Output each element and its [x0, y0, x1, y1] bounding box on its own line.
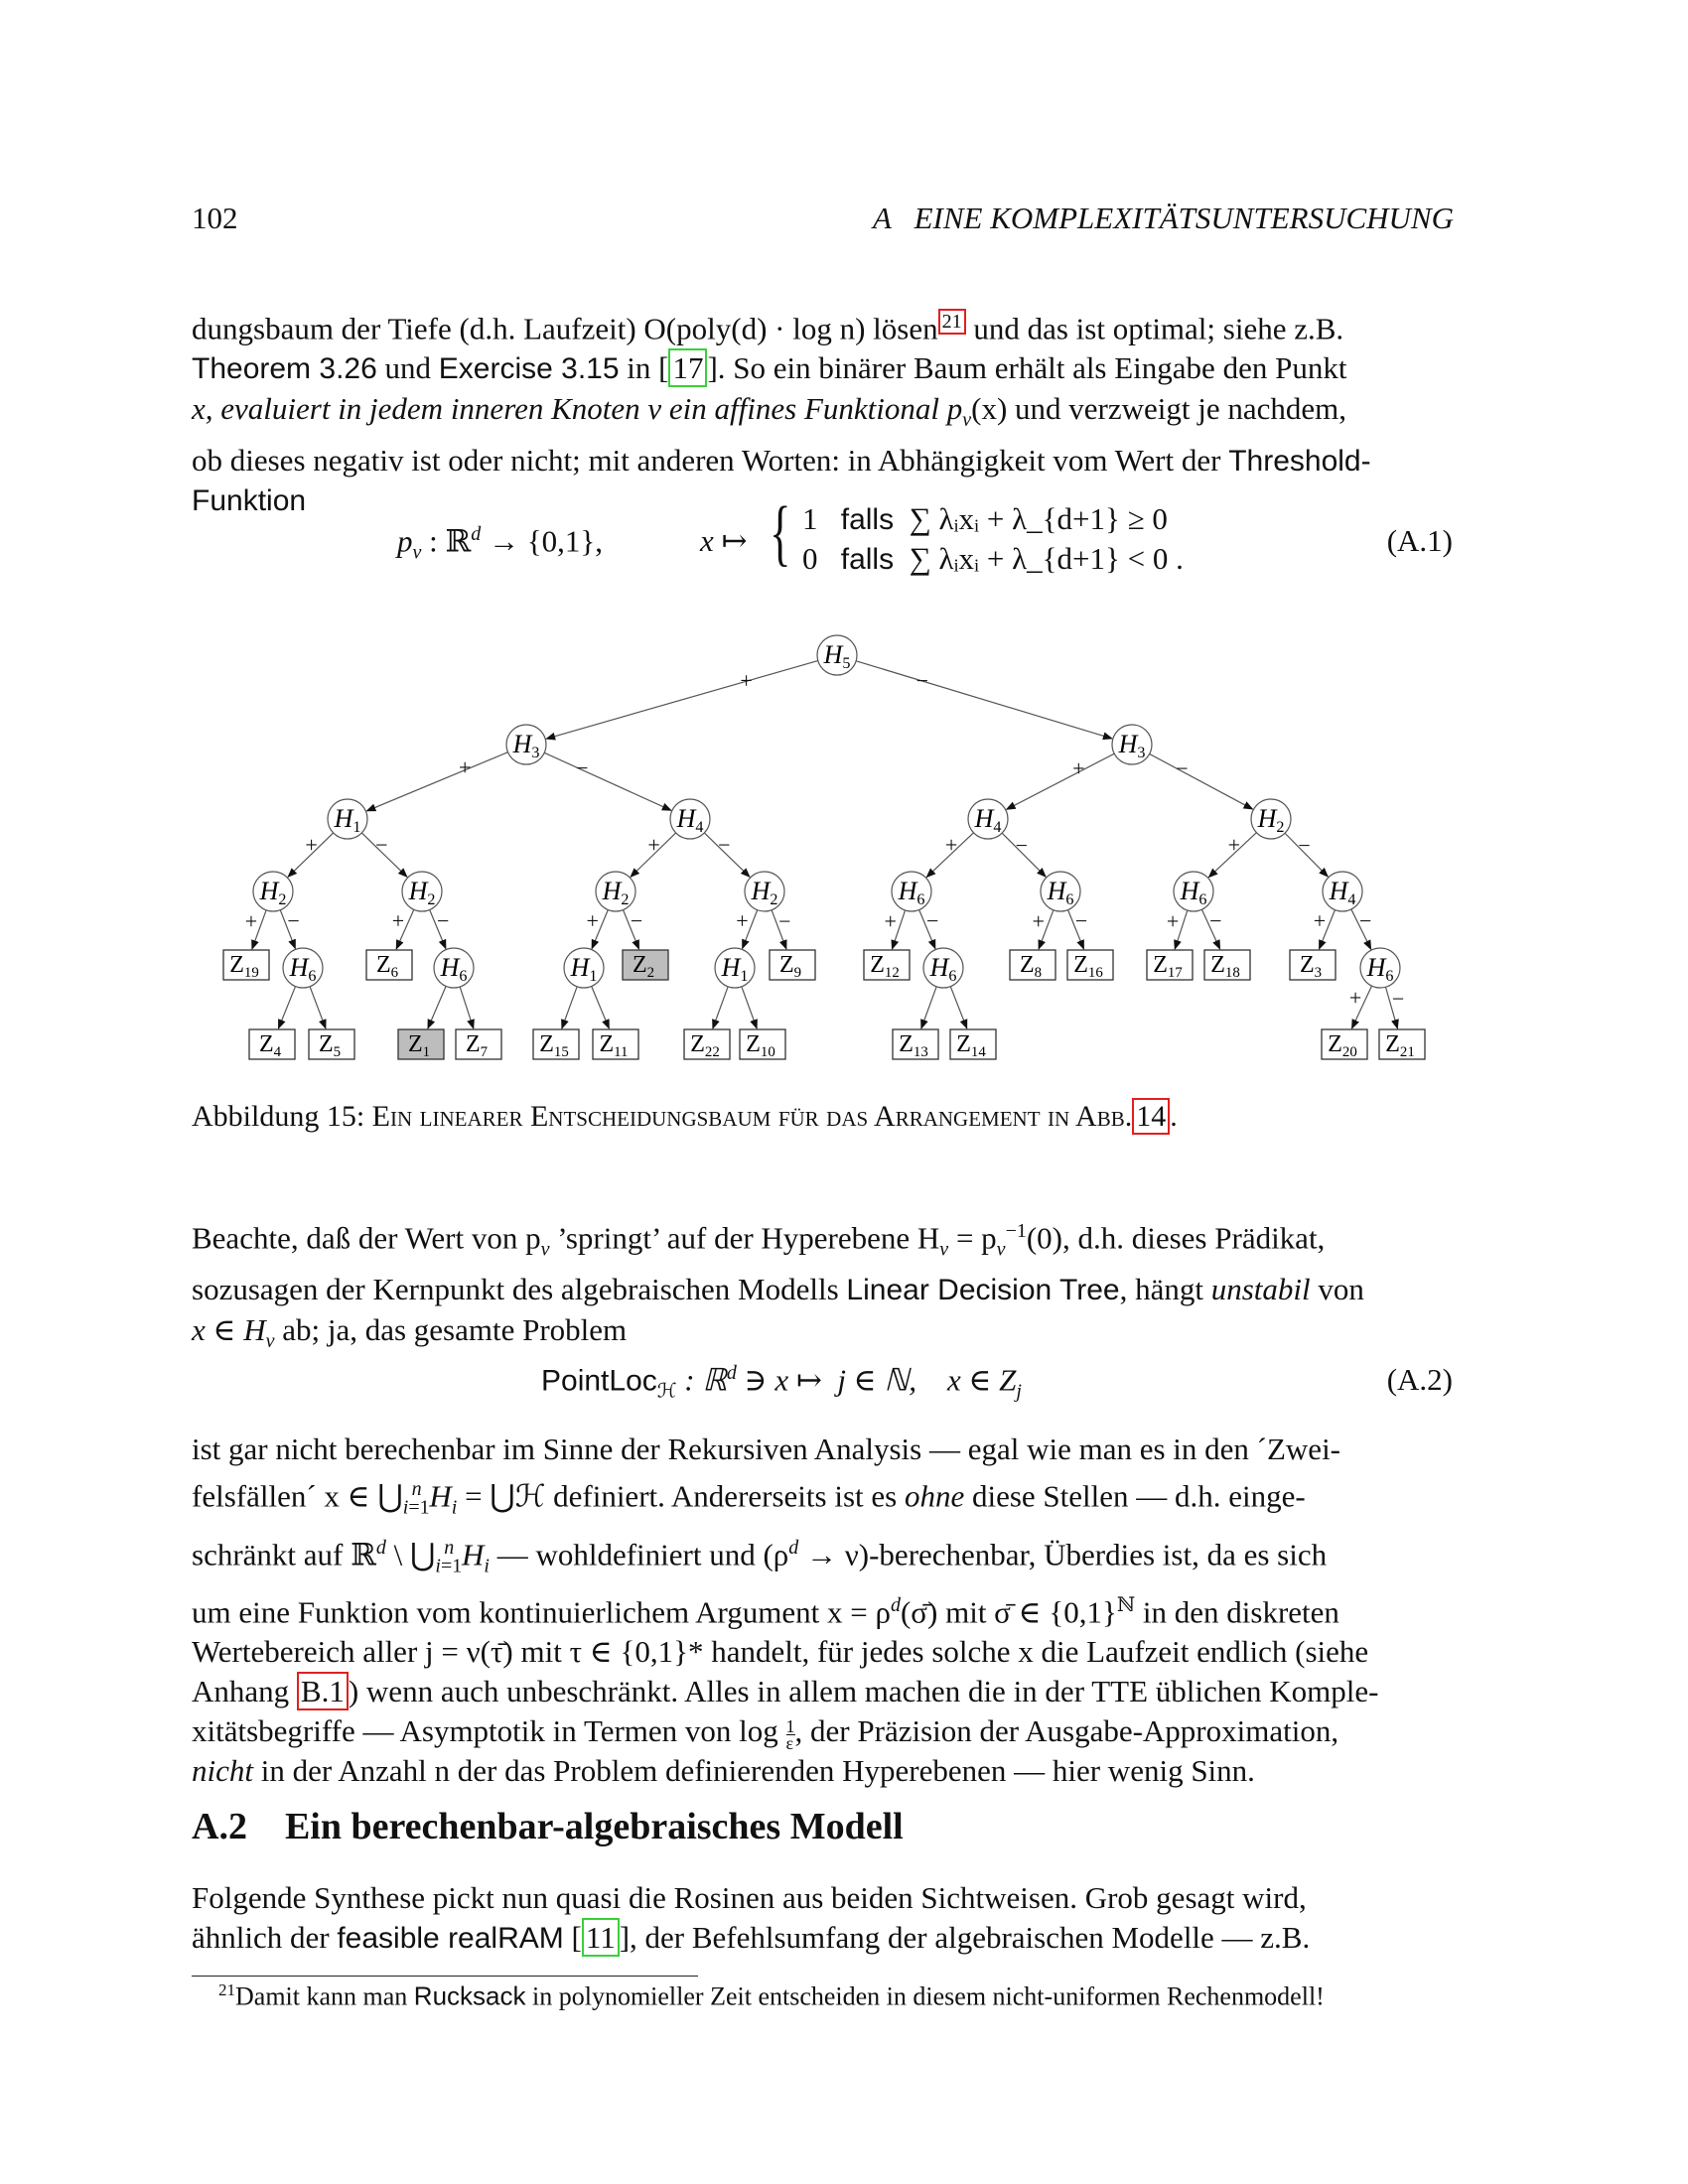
tree-edge: [1150, 753, 1253, 809]
minus-sign: −: [1015, 832, 1029, 858]
tree-node-h2: [402, 872, 442, 911]
svg-text:Z13: $Z_{13}$: [899, 1031, 928, 1060]
svg-text:H6: H6: [1047, 877, 1074, 908]
tree-edge: [544, 752, 671, 810]
tree-node-h6: [1360, 948, 1400, 988]
svg-text:Z15: $Z_{15}$: [539, 1031, 569, 1060]
tree-leaf-z12: [864, 950, 910, 981]
svg-text:Z8: $Z_8$: [1019, 952, 1043, 981]
tree-edge: [310, 987, 326, 1028]
svg-text:H6: H6: [1180, 877, 1207, 908]
plus-sign: +: [740, 667, 753, 693]
equation-a1: $p_v$ : ℝ$^d$ → {0,1}, x ↦ { 1 falls ∑ λᵢxᵢ + λ_{d+1} ≥ 0 0 falls ∑ λᵢxᵢ + λ_{d+1} < 0 . (A.1): [397, 492, 1453, 576]
svg-text:Z10: $Z_{10}$: [746, 1031, 775, 1060]
svg-text:Z18: $Z_{18}$: [1210, 952, 1240, 981]
tree-node-h1: [328, 799, 367, 839]
plus-sign: +: [391, 908, 405, 934]
tree-node-h6: [923, 948, 963, 988]
svg-text:H2: H2: [602, 877, 630, 908]
svg-text:Z4: $Z_4$: [258, 1031, 282, 1060]
footnote-ref-21[interactable]: 21: [938, 309, 966, 335]
tree-edge: [460, 987, 474, 1028]
tree-leaf-z9: [770, 950, 815, 981]
plus-sign: +: [1032, 908, 1045, 934]
minus-sign: −: [778, 908, 791, 934]
minus-sign: −: [630, 908, 643, 934]
footnote-rule: [192, 1976, 698, 1977]
svg-text:Z2: $Z_2$: [632, 952, 655, 981]
tree-leaf-z20: [1322, 1029, 1367, 1060]
svg-text:H2: H2: [408, 877, 436, 908]
tree-node-h6: [892, 872, 931, 911]
tree-edge: [278, 987, 295, 1028]
svg-text:Z17: $Z_{17}$: [1153, 952, 1183, 981]
footnote: $^{21}$Damit kann man Rucksack in polynomieller Zeit entscheiden in diesem nicht-uniformen Rechenmodell!: [218, 1980, 1325, 2011]
tree-node-h5: [817, 635, 857, 675]
tree-leaf-z15: [533, 1029, 579, 1060]
tree-edge: [856, 661, 1112, 739]
tree-leaf-z5: [309, 1029, 354, 1060]
tree-edge: [742, 987, 757, 1028]
paragraph-intro: dungsbaum der Tiefe (d.h. Laufzeit) O(poly(d) · log n) lösen $^{21}$ und das ist optimal; siehe z.B. Theorem 3.26 und Exercise 3.15 in [ 17 ]. So ein binärer Baum erhält als Eingabe den Punkt x, evaluiert in jedem inneren Knoten v ein affines Funktional $p_v(x)$ und verzweigt je nachdem, ob dieses negativ ist oder nicht; mit anderen Worten: in Abhängigkeit vom Wert der Threshold- Funktion: [192, 311, 1371, 517]
svg-text:H4: H4: [676, 804, 704, 836]
exercise-link: Exercise 3.15: [438, 352, 620, 386]
tree-node-h6: [1041, 872, 1080, 911]
paragraph-berechenbar: ist gar nicht berechenbar im Sinne der Rekursiven Analysis — egal wie man es in den ´Zwei- felsfällen´ x ∈ $⋃_{i=1}^n$ $H_i$ = ⋃ℋ definiert. Andererseits ist es ohne diese Stellen — d.h. einge- schränkt auf ℝ$^d$ \ $⋃_{i=1}^n$ $H_i$ — wohldefiniert und ($\rho^d$ → ν)-berechenbar, Überdies ist, da es sich um eine Funktion vom kontinuierlichem Argument $x = \rho^d(\sigmā)$ mit σ̄ ∈ $\{0,1\}^ℕ$ in den diskreten Wertebereich aller j = ν(τ̄) mit τ ∈ {0,1}* handelt, für jedes solche x die Laufzeit endlich (siehe Anhang B.1 ) wenn auch unbeschränkt. Alles in allem machen die in der TTE üblichen Komple- xitätsbegriffe — Asymptotik in Termen von log $\frac{1}{\varepsilon}$ , der Präzision der Ausgabe-Approximation, nicht in der Anzahl n der das Problem definierenden Hyperebenen — hier wenig Sinn.: [192, 1432, 1379, 1789]
tree-node-h6: [283, 948, 323, 988]
tree-leaf-z10: [740, 1029, 785, 1060]
svg-text:Z19: $Z_{19}$: [229, 952, 259, 981]
tree-leaf-z22: [684, 1029, 730, 1060]
tree-edge: [592, 986, 610, 1028]
tree-node-h2: [596, 872, 635, 911]
minus-sign: −: [1074, 908, 1088, 934]
tree-node-h2: [1251, 799, 1291, 839]
plus-sign: +: [647, 832, 660, 858]
minus-sign: −: [926, 908, 939, 934]
theorem-link: Theorem 3.26: [192, 352, 377, 386]
svg-text:H4: H4: [974, 804, 1002, 836]
tree-leaf-z18: [1204, 950, 1250, 981]
minus-sign: −: [576, 755, 589, 781]
svg-text:Z9: $Z_9$: [778, 952, 802, 981]
plus-sign: +: [1072, 755, 1085, 781]
tree-leaf-z16: [1067, 950, 1113, 981]
plus-sign: +: [459, 754, 472, 780]
tree-node-h3: [1112, 725, 1152, 764]
minus-sign: −: [1209, 907, 1222, 933]
tree-leaf-z14: [950, 1029, 996, 1060]
svg-text:H3: H3: [1118, 730, 1146, 761]
tree-leaf-z19: [223, 950, 269, 981]
plus-sign: +: [244, 908, 258, 934]
tree-node-h1: [564, 948, 604, 988]
equation-number-a1: (A.1): [1386, 523, 1453, 558]
tree-node-h4: [1323, 872, 1362, 911]
svg-text:H6: H6: [289, 953, 317, 985]
svg-text:H3: H3: [512, 730, 540, 761]
tree-leaf-z3: [1290, 950, 1336, 981]
minus-sign: −: [437, 908, 450, 934]
tree-node-h3: [506, 725, 546, 764]
paragraph-synthese: Folgende Synthese pickt nun quasi die Rosinen aus beiden Sichtweisen. Grob gesagt wird, ähnlich der feasible realRAM [ 11 ], der Befehlsumfang der algebraischen Modelle — z.B.: [192, 1880, 1311, 1955]
svg-text:H2: H2: [1257, 804, 1285, 836]
appendix-ref-b1[interactable]: B.1: [297, 1672, 349, 1710]
svg-text:H6: H6: [898, 877, 925, 908]
paragraph-beachte: Beachte, daß der Wert von $p_v$ ’springt’ auf der Hyperebene $H_v = p_v^{-1}(0)$, d.h. dieses Prädikat, sozusagen der Kernpunkt des algebraischen Modells Linear Decision Tree, hängt unstabil von x ∈ $H_v$ ab; ja, das gesamte Problem: [192, 1220, 1364, 1352]
tree-leaf-z11: [593, 1029, 638, 1060]
tree-node-h6: [1174, 872, 1213, 911]
equation-number-a2: (A.2): [1386, 1362, 1453, 1397]
section-heading: A.2 Ein berechenbar-algebraisches Modell: [192, 1806, 904, 1847]
svg-text:Z21: $Z_{21}$: [1385, 1031, 1415, 1060]
citation-11[interactable]: 11: [582, 1918, 620, 1957]
plus-sign: +: [736, 908, 749, 934]
minus-sign: −: [718, 832, 731, 858]
figure-ref-14[interactable]: 14: [1132, 1098, 1170, 1135]
svg-text:H2: H2: [259, 877, 287, 908]
tree-node-h2: [253, 872, 293, 911]
tree-node-h1: [715, 948, 755, 988]
svg-text:Z7: $Z_7$: [465, 1031, 489, 1060]
minus-sign: −: [915, 667, 929, 693]
tree-leaf-z1: [398, 1029, 444, 1060]
svg-text:Z20: $Z_{20}$: [1328, 1031, 1357, 1060]
svg-text:Z12: $Z_{12}$: [870, 952, 900, 981]
plus-sign: +: [944, 832, 958, 858]
tree-edge: [546, 661, 818, 740]
svg-text:H1: H1: [334, 804, 361, 836]
tree-leaf-z6: [366, 950, 412, 981]
figure-caption: Abbildung 15: Ein linearer Entscheidungsbaum für das Arrangement in Abb. 14 .: [192, 1100, 1178, 1133]
tree-edge: [950, 987, 967, 1028]
tree-node-h6: [434, 948, 474, 988]
minus-sign: −: [1359, 907, 1372, 933]
tree-leaf-z7: [456, 1029, 501, 1060]
tree-edge: [921, 987, 936, 1028]
tree-leaf-z13: [893, 1029, 938, 1060]
tree-leaf-z17: [1147, 950, 1193, 981]
svg-text:H5: H5: [823, 640, 851, 672]
minus-sign: −: [1298, 832, 1311, 858]
minus-sign: −: [287, 908, 300, 934]
plus-sign: +: [1348, 985, 1362, 1011]
tree-edge: [428, 986, 446, 1028]
plus-sign: +: [1227, 832, 1241, 858]
plus-sign: +: [305, 832, 318, 858]
minus-sign: −: [1391, 986, 1405, 1012]
tree-edge: [1007, 753, 1115, 809]
plus-sign: +: [1313, 908, 1327, 934]
threshold-term: Threshold-: [1228, 444, 1371, 478]
tree-leaf-z2: [623, 950, 668, 981]
svg-text:Z11: $Z_{11}$: [599, 1031, 629, 1060]
minus-sign: −: [1176, 755, 1189, 781]
tree-edge: [562, 987, 577, 1028]
svg-text:Z1: $Z_1$: [407, 1031, 431, 1060]
tree-node-h2: [745, 872, 784, 911]
plus-sign: +: [884, 908, 897, 934]
minus-sign: −: [375, 832, 388, 858]
tree-edge: [366, 752, 507, 811]
tree-leaf-z8: [1010, 950, 1055, 981]
tree-node-h4: [968, 799, 1008, 839]
svg-text:H1: H1: [570, 953, 598, 985]
svg-text:H6: H6: [929, 953, 957, 985]
svg-text:H6: H6: [1366, 953, 1394, 985]
svg-text:Z14: $Z_{14}$: [956, 1031, 986, 1060]
svg-text:H2: H2: [751, 877, 778, 908]
citation-17[interactable]: 17: [668, 348, 707, 387]
svg-text:Z5: $Z_5$: [318, 1031, 342, 1060]
plus-sign: +: [586, 908, 599, 934]
running-header: A EINE KOMPLEXITÄTSUNTERSUCHUNG: [872, 201, 1454, 235]
tree-leaf-z4: [249, 1029, 295, 1060]
svg-text:H4: H4: [1329, 877, 1356, 908]
svg-text:Z22: $Z_{22}$: [690, 1031, 720, 1060]
svg-text:Z16: $Z_{16}$: [1073, 952, 1103, 981]
tree-node-h4: [670, 799, 710, 839]
tree-leaf-z21: [1379, 1029, 1425, 1060]
decision-tree-figure: [0, 615, 1688, 1082]
svg-text:H6: H6: [440, 953, 468, 985]
svg-text:Z6: $Z_6$: [375, 952, 399, 981]
svg-text:H1: H1: [721, 953, 749, 985]
tree-edge: [713, 987, 728, 1028]
page-number: 102: [192, 201, 238, 235]
svg-text:Z3: $Z_3$: [1299, 952, 1323, 981]
plus-sign: +: [1166, 908, 1180, 934]
